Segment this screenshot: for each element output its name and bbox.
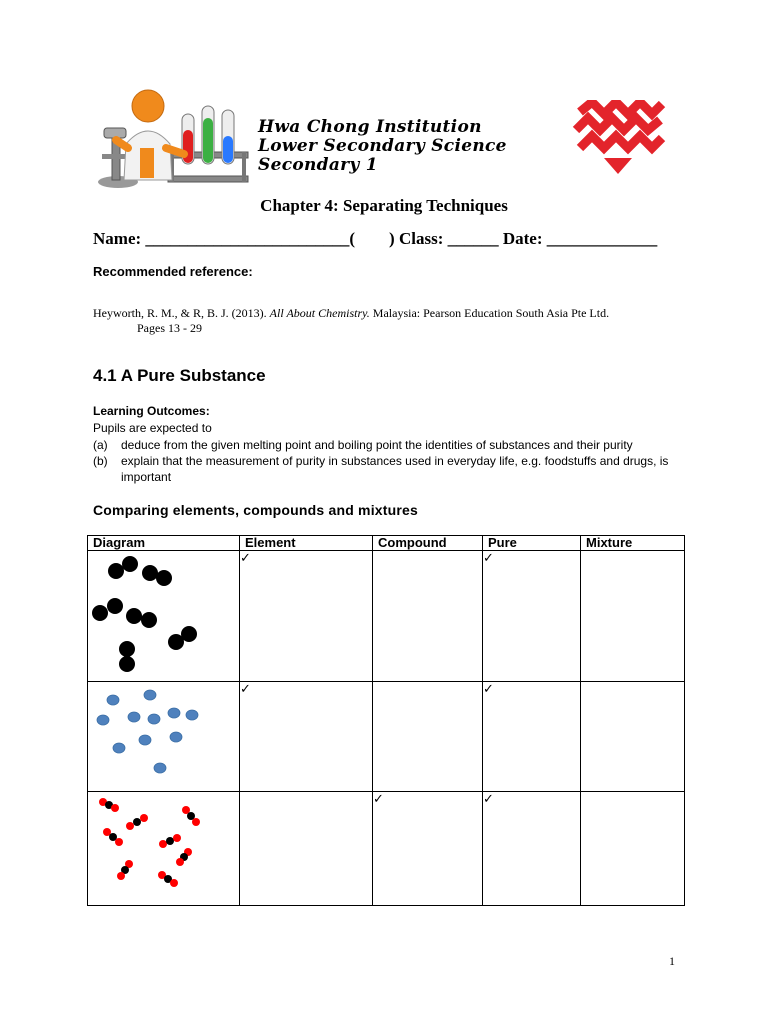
mixture-cell (581, 551, 685, 682)
compound-molecule-diagram (88, 792, 239, 900)
header-diagram: Diagram (88, 536, 240, 551)
comparison-table (87, 535, 685, 906)
student-info-line: Name: ________________________( ) Class: ______ Date: _____________ (93, 229, 658, 248)
reference-pages: Pages 13 - 29 (137, 321, 202, 335)
diagram-cell (88, 792, 240, 906)
header-compound: Compound (373, 536, 483, 551)
institution-name: Hwa Chong Institution (258, 117, 482, 137)
reference-book-title: All About Chemistry. (269, 306, 370, 320)
element-cell: ✓ (240, 551, 373, 682)
outcome-text: deduce from the given melting point and boiling point the identities of substances and their purity (121, 438, 633, 452)
reference-authors: Heyworth, R. M., & R, B. J. (2013). (93, 306, 270, 320)
element-cell (240, 792, 373, 906)
chapter-title: Chapter 4: Separating Techniques (260, 196, 508, 215)
header-pure: Pure (483, 536, 581, 551)
recommended-reference-label: Recommended reference: (93, 264, 253, 279)
table-row (88, 792, 685, 906)
section-title: 4.1 A Pure Substance (93, 366, 266, 385)
compound-cell: ✓ (373, 792, 483, 906)
pupils-intro: Pupils are expected to (93, 421, 212, 435)
table-row (88, 551, 685, 682)
monatomic-element-diagram (88, 682, 239, 786)
reference-citation (93, 306, 609, 321)
outcome-text: explain that the measurement of purity in substances used in everyday life, e.g. foodstuffs and drugs, is important (121, 454, 669, 484)
header-mixture: Mixture (581, 536, 685, 551)
diagram-cell (88, 682, 240, 792)
diatomic-element-diagram (88, 551, 239, 676)
pure-cell: ✓ (483, 551, 581, 682)
compound-cell (373, 551, 483, 682)
diagram-cell (88, 551, 240, 682)
comparison-heading: Comparing elements, compounds and mixtures (93, 502, 419, 518)
outcome-item (93, 453, 693, 485)
reference-publisher: Malaysia: Pearson Education South Asia Pte Ltd. (369, 306, 610, 320)
element-cell: ✓ (240, 682, 373, 792)
scientist-clipart-icon (96, 88, 252, 192)
pure-cell: ✓ (483, 682, 581, 792)
compound-cell (373, 682, 483, 792)
outcome-item (93, 437, 693, 453)
school-logo-icon (570, 100, 666, 176)
learning-outcomes-label: Learning Outcomes: (93, 404, 210, 418)
table-row (88, 682, 685, 792)
outcome-label: (a) (93, 438, 108, 452)
table-header-row (88, 536, 685, 551)
department-name: Lower Secondary Science (258, 136, 507, 156)
header-element: Element (240, 536, 373, 551)
outcome-label: (b) (93, 454, 108, 468)
level-name: Secondary 1 (258, 155, 378, 175)
pure-cell: ✓ (483, 792, 581, 906)
page-number: 1 (669, 954, 675, 968)
mixture-cell (581, 682, 685, 792)
mixture-cell (581, 792, 685, 906)
